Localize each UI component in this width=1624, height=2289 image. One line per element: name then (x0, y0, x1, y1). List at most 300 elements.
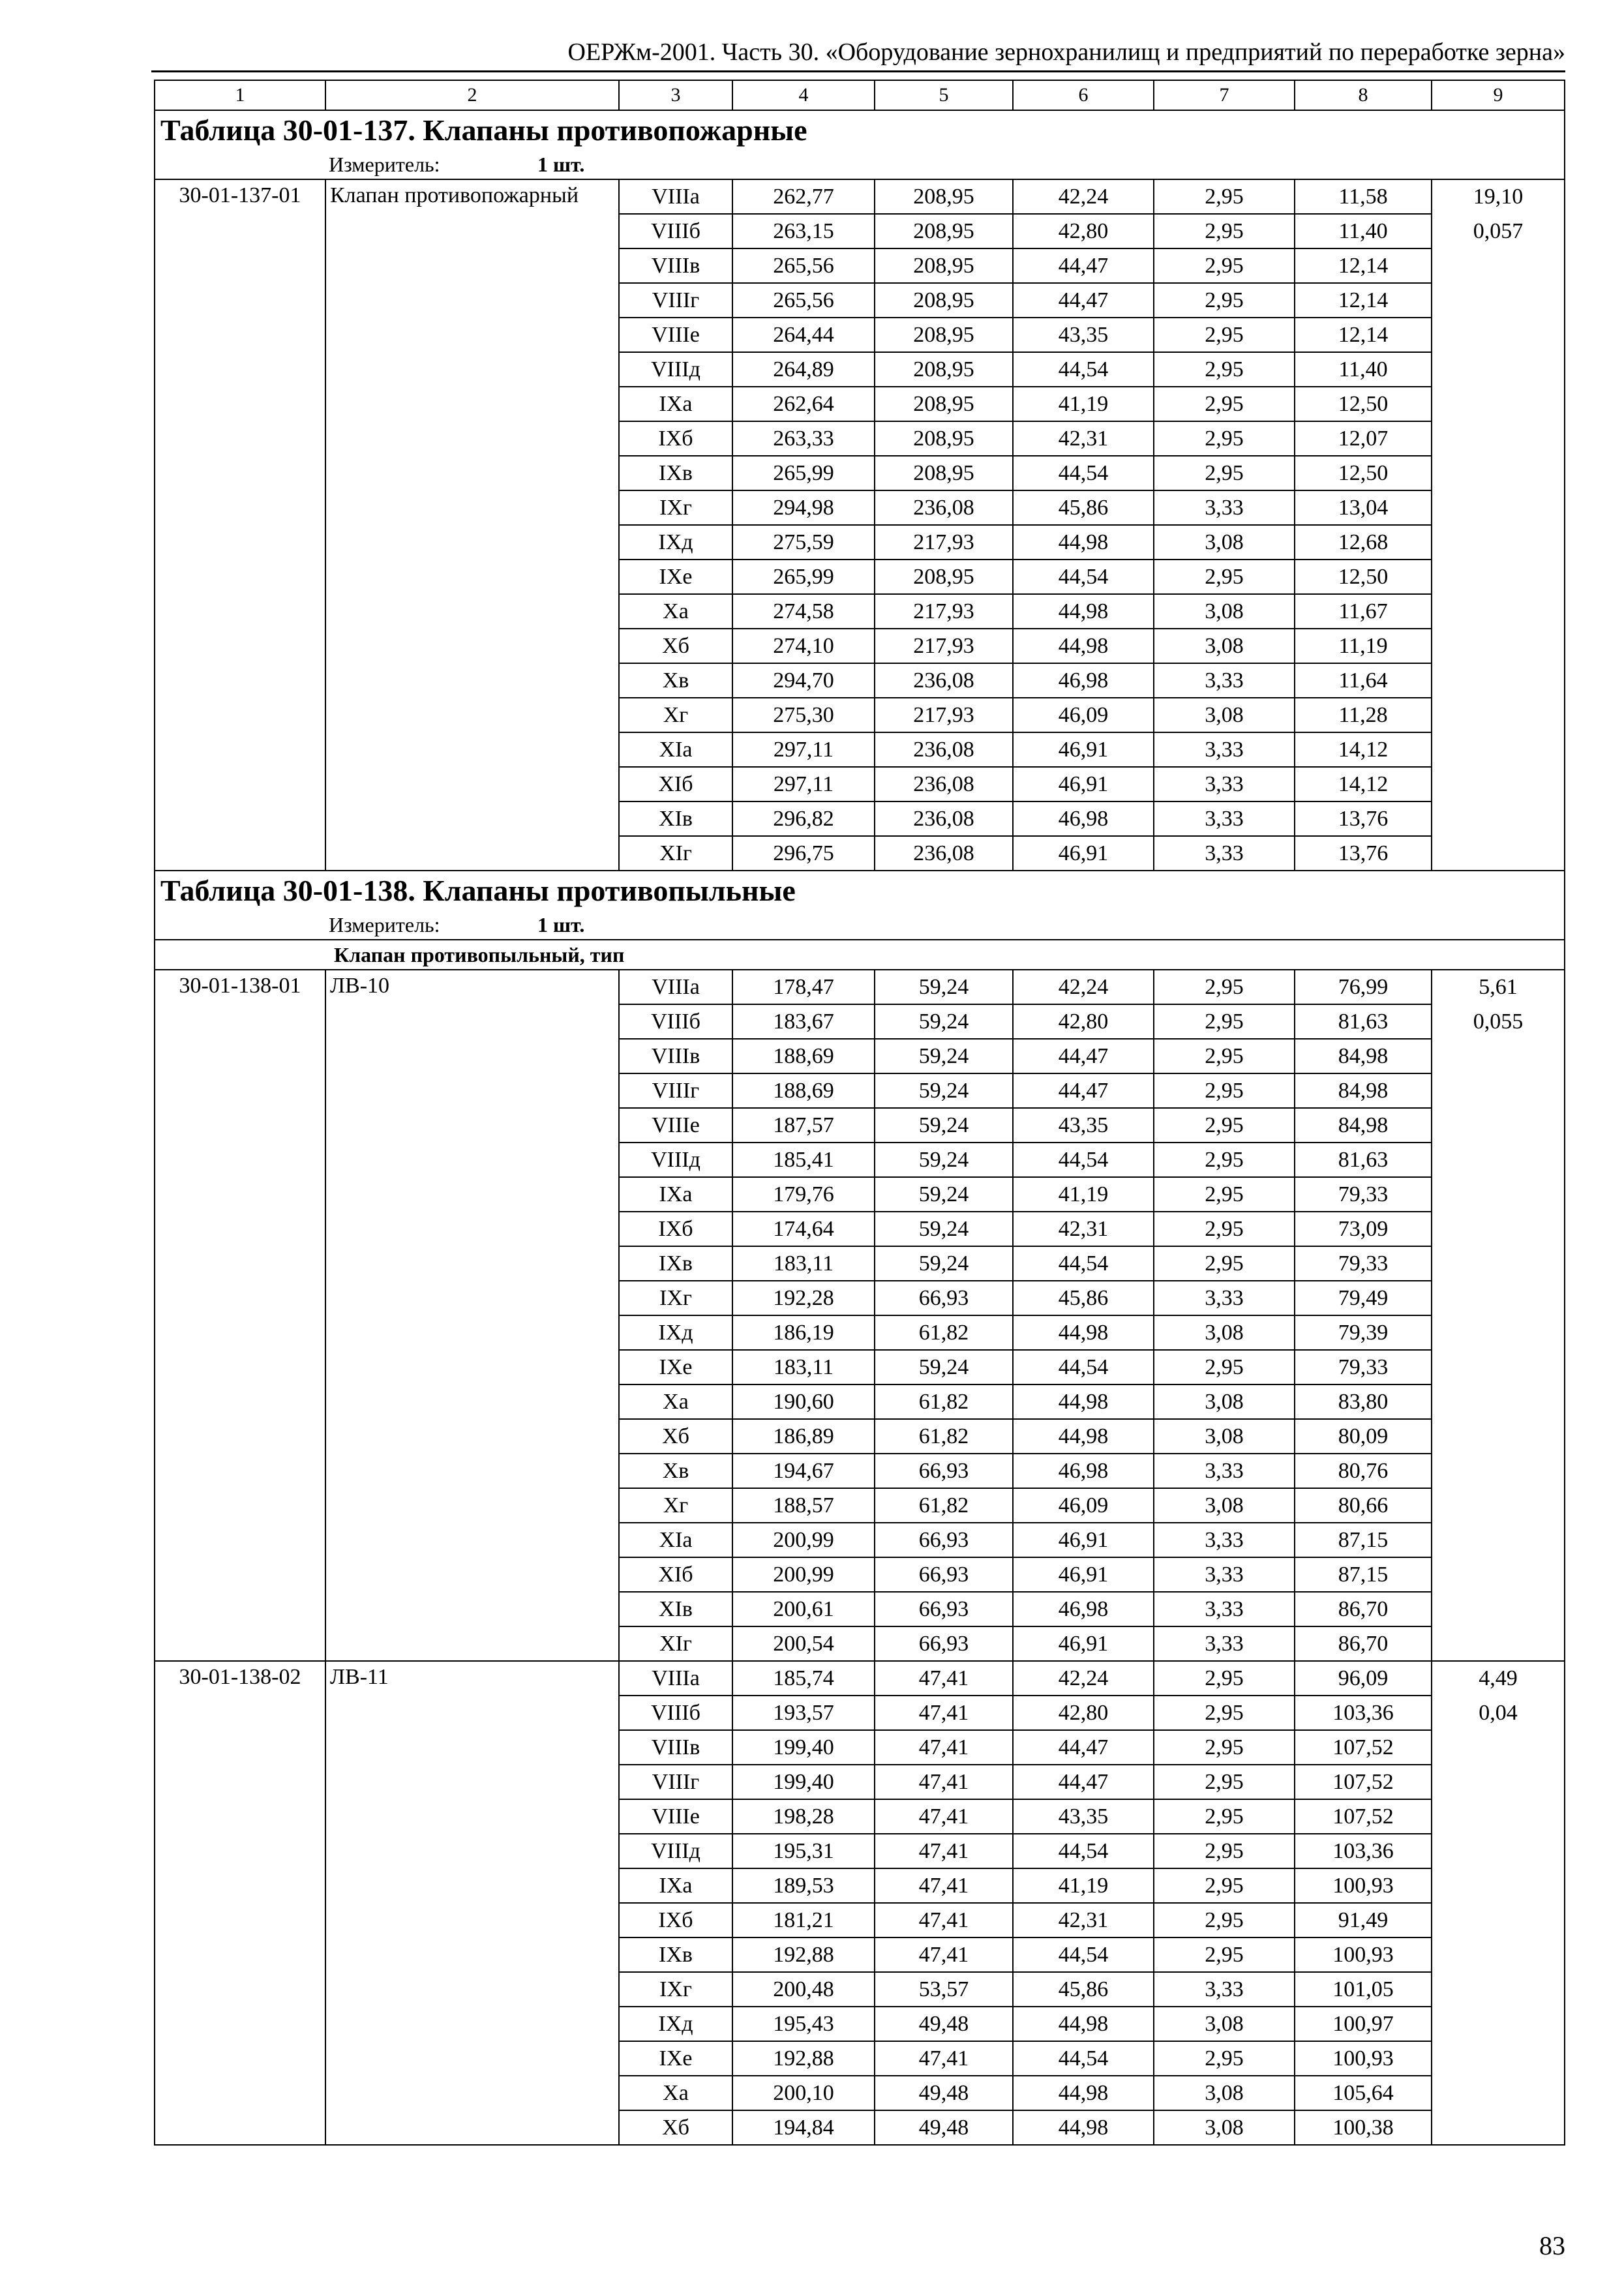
cell-col8: 86,70 (1295, 1626, 1432, 1661)
cell-col4: 200,61 (732, 1592, 875, 1626)
cell-col7: 2,95 (1154, 1696, 1295, 1730)
cell-col5: 49,48 (875, 2110, 1013, 2145)
column-number: 2 (325, 80, 619, 110)
page-header: ОЕРЖм-2001. Часть 30. «Оборудование зернохранилищ и предприятий по переработке зерна» (151, 37, 1565, 72)
cell-col6: 44,47 (1013, 1730, 1154, 1765)
cell-col6: 46,91 (1013, 1523, 1154, 1557)
cell-col8: 86,70 (1295, 1592, 1432, 1626)
cell-col6: 44,54 (1013, 2041, 1154, 2076)
cell-col4: 297,11 (732, 767, 875, 801)
cell-col9 (1432, 663, 1565, 698)
cell-col6: 43,35 (1013, 318, 1154, 352)
cell-col3: Xв (619, 1454, 732, 1488)
cell-col8: 107,52 (1295, 1765, 1432, 1799)
cell-col4: 198,28 (732, 1799, 875, 1834)
cell-col9 (1432, 2007, 1565, 2041)
cell-col8: 100,93 (1295, 1868, 1432, 1903)
cell-col5: 47,41 (875, 1730, 1013, 1765)
cell-col4: 192,88 (732, 1937, 875, 1972)
cell-col3: VIIIг (619, 283, 732, 318)
cell-col5: 66,93 (875, 1523, 1013, 1557)
cell-col9 (1432, 2110, 1565, 2145)
cell-col4: 193,57 (732, 1696, 875, 1730)
cell-col6: 46,91 (1013, 767, 1154, 801)
cell-col8: 83,80 (1295, 1384, 1432, 1419)
cell-col3: XIв (619, 801, 732, 836)
cell-col8: 100,93 (1295, 1937, 1432, 1972)
cell-col6: 42,24 (1013, 1661, 1154, 1696)
cell-col5: 59,24 (875, 1073, 1013, 1108)
cell-col9 (1432, 1557, 1565, 1592)
cell-col6: 44,54 (1013, 1246, 1154, 1281)
cell-col4: 192,88 (732, 2041, 875, 2076)
cell-col6: 46,91 (1013, 1626, 1154, 1661)
measure-label: Измеритель: (329, 913, 440, 936)
cell-col3: Xб (619, 629, 732, 663)
cell-col9 (1432, 1765, 1565, 1799)
cell-col7: 2,95 (1154, 1799, 1295, 1834)
cell-col9 (1432, 283, 1565, 318)
cell-col3: IXа (619, 1868, 732, 1903)
cell-col4: 183,67 (732, 1004, 875, 1039)
cell-col3: XIв (619, 1592, 732, 1626)
cell-col5: 49,48 (875, 2076, 1013, 2110)
cell-col8: 103,36 (1295, 1834, 1432, 1868)
cell-col3: IXа (619, 387, 732, 421)
cell-col4: 275,59 (732, 525, 875, 560)
cell-col3: VIIIг (619, 1073, 732, 1108)
cell-col3: VIIIа (619, 970, 732, 1004)
cell-col5: 236,08 (875, 767, 1013, 801)
cell-col9 (1432, 1972, 1565, 2007)
column-number: 1 (155, 80, 325, 110)
cell-col7: 3,08 (1154, 629, 1295, 663)
table-title: Таблица 30-01-137. Клапаны противопожарные (155, 110, 1565, 150)
cell-col5: 47,41 (875, 2041, 1013, 2076)
cell-col7: 2,95 (1154, 318, 1295, 352)
cell-col3: IXб (619, 1212, 732, 1246)
cell-col6: 44,47 (1013, 1765, 1154, 1799)
cell-col5: 59,24 (875, 1350, 1013, 1384)
item-name: Клапан противопожарный (325, 179, 619, 871)
cell-col8: 14,12 (1295, 767, 1432, 801)
cell-col4: 200,99 (732, 1557, 875, 1592)
cell-col6: 42,24 (1013, 179, 1154, 214)
cell-col9 (1432, 1488, 1565, 1523)
cell-col7: 3,08 (1154, 525, 1295, 560)
cell-col8: 80,66 (1295, 1488, 1432, 1523)
cell-col7: 2,95 (1154, 456, 1295, 490)
measure-value: 1 шт. (537, 153, 585, 176)
cell-col4: 188,57 (732, 1488, 875, 1523)
cell-col7: 3,33 (1154, 732, 1295, 767)
cell-col5: 217,93 (875, 698, 1013, 732)
cell-col9 (1432, 248, 1565, 283)
table-title-row (155, 871, 1565, 910)
cell-col7: 3,08 (1154, 594, 1295, 629)
cell-col9 (1432, 352, 1565, 387)
cell-col7: 2,95 (1154, 1868, 1295, 1903)
cell-col4: 296,75 (732, 836, 875, 871)
cell-col6: 41,19 (1013, 1177, 1154, 1212)
cell-col8: 11,40 (1295, 352, 1432, 387)
cell-col4: 174,64 (732, 1212, 875, 1246)
cell-col7: 2,95 (1154, 387, 1295, 421)
cell-col4: 294,98 (732, 490, 875, 525)
cell-col7: 3,33 (1154, 1454, 1295, 1488)
cell-col8: 103,36 (1295, 1696, 1432, 1730)
cell-col9: 5,61 (1432, 970, 1565, 1004)
cell-col8: 12,50 (1295, 387, 1432, 421)
cell-col6: 42,80 (1013, 214, 1154, 248)
cell-col8: 13,76 (1295, 836, 1432, 871)
cell-col5: 47,41 (875, 1937, 1013, 1972)
cell-col3: Xб (619, 1419, 732, 1454)
cell-col9 (1432, 1350, 1565, 1384)
cell-col3: IXе (619, 1350, 732, 1384)
cell-col4: 263,15 (732, 214, 875, 248)
cell-col7: 3,33 (1154, 490, 1295, 525)
cell-col3: XIг (619, 1626, 732, 1661)
cell-col4: 297,11 (732, 732, 875, 767)
cell-col8: 87,15 (1295, 1557, 1432, 1592)
cell-col6: 42,31 (1013, 1212, 1154, 1246)
cell-col7: 3,08 (1154, 2110, 1295, 2145)
cell-col5: 236,08 (875, 836, 1013, 871)
cell-col3: VIIIб (619, 1696, 732, 1730)
cell-col4: 188,69 (732, 1039, 875, 1073)
cell-col7: 2,95 (1154, 352, 1295, 387)
cell-col4: 262,77 (732, 179, 875, 214)
cell-col7: 2,95 (1154, 1937, 1295, 1972)
cell-col6: 41,19 (1013, 387, 1154, 421)
cell-col6: 46,98 (1013, 1454, 1154, 1488)
cell-col8: 79,33 (1295, 1350, 1432, 1384)
cell-col4: 296,82 (732, 801, 875, 836)
cell-col3: VIIIг (619, 1765, 732, 1799)
cell-col5: 208,95 (875, 248, 1013, 283)
cell-col7: 2,95 (1154, 1661, 1295, 1696)
cell-col5: 217,93 (875, 629, 1013, 663)
cell-col4: 194,84 (732, 2110, 875, 2145)
cell-col4: 179,76 (732, 1177, 875, 1212)
cell-col4: 275,30 (732, 698, 875, 732)
column-number: 9 (1432, 80, 1565, 110)
cell-col9 (1432, 1937, 1565, 1972)
cell-col5: 66,93 (875, 1281, 1013, 1315)
cell-col3: VIIIе (619, 1799, 732, 1834)
cell-col7: 2,95 (1154, 1350, 1295, 1384)
cell-col3: VIIIв (619, 1730, 732, 1765)
cell-col3: XIа (619, 732, 732, 767)
cell-col4: 181,21 (732, 1903, 875, 1937)
cell-col8: 12,50 (1295, 560, 1432, 594)
cell-col4: 186,19 (732, 1315, 875, 1350)
cell-col8: 91,49 (1295, 1903, 1432, 1937)
table-title-row (155, 110, 1565, 150)
cell-col5: 47,41 (875, 1834, 1013, 1868)
cell-col9 (1432, 732, 1565, 767)
cell-col7: 2,95 (1154, 1730, 1295, 1765)
cell-col8: 80,09 (1295, 1419, 1432, 1454)
cell-col8: 13,76 (1295, 801, 1432, 836)
cell-col7: 3,08 (1154, 1419, 1295, 1454)
cell-col3: XIг (619, 836, 732, 871)
cell-col8: 80,76 (1295, 1454, 1432, 1488)
cell-col6: 46,91 (1013, 836, 1154, 871)
cell-col4: 274,10 (732, 629, 875, 663)
cell-col7: 2,95 (1154, 2041, 1295, 2076)
cell-col8: 13,04 (1295, 490, 1432, 525)
cell-col6: 46,91 (1013, 1557, 1154, 1592)
cell-col7: 3,08 (1154, 1488, 1295, 1523)
cell-col9 (1432, 1419, 1565, 1454)
cell-col8: 11,19 (1295, 629, 1432, 663)
cell-col7: 3,08 (1154, 1315, 1295, 1350)
cell-col9: 19,10 (1432, 179, 1565, 214)
cell-col6: 45,86 (1013, 1281, 1154, 1315)
cell-col5: 47,41 (875, 1903, 1013, 1937)
cell-col4: 187,57 (732, 1108, 875, 1143)
cell-col8: 76,99 (1295, 970, 1432, 1004)
cell-col5: 47,41 (875, 1868, 1013, 1903)
cell-col5: 66,93 (875, 1557, 1013, 1592)
cell-col3: VIIIб (619, 214, 732, 248)
cell-col9 (1432, 801, 1565, 836)
cell-col7: 2,95 (1154, 1765, 1295, 1799)
cell-col5: 66,93 (875, 1454, 1013, 1488)
cell-col4: 178,47 (732, 970, 875, 1004)
rate-code: 30-01-138-02 (155, 1661, 325, 2145)
cell-col9 (1432, 698, 1565, 732)
cell-col3: Xв (619, 663, 732, 698)
cell-col4: 264,44 (732, 318, 875, 352)
cell-col9 (1432, 318, 1565, 352)
cell-col3: Xб (619, 2110, 732, 2145)
cell-col7: 3,08 (1154, 2007, 1295, 2041)
cell-col9 (1432, 387, 1565, 421)
cell-col8: 84,98 (1295, 1108, 1432, 1143)
cell-col9 (1432, 1108, 1565, 1143)
column-number: 6 (1013, 80, 1154, 110)
cell-col9 (1432, 1143, 1565, 1177)
cell-col5: 59,24 (875, 1212, 1013, 1246)
cell-col6: 44,98 (1013, 1419, 1154, 1454)
cell-col9 (1432, 1384, 1565, 1419)
cell-col4: 265,99 (732, 560, 875, 594)
cell-col5: 47,41 (875, 1799, 1013, 1834)
table-row (155, 1661, 1565, 1696)
cell-col7: 2,95 (1154, 421, 1295, 456)
cell-col6: 44,98 (1013, 1315, 1154, 1350)
cell-col4: 200,54 (732, 1626, 875, 1661)
cell-col7: 2,95 (1154, 214, 1295, 248)
cell-col3: IXд (619, 525, 732, 560)
cell-col3: IXг (619, 490, 732, 525)
cell-col5: 59,24 (875, 1004, 1013, 1039)
cell-col5: 61,82 (875, 1384, 1013, 1419)
cell-col8: 105,64 (1295, 2076, 1432, 2110)
cell-col7: 2,95 (1154, 1246, 1295, 1281)
cell-col3: VIIIд (619, 352, 732, 387)
cell-col6: 44,54 (1013, 1937, 1154, 1972)
cell-col8: 11,64 (1295, 663, 1432, 698)
cell-col6: 44,98 (1013, 2007, 1154, 2041)
cell-col8: 11,28 (1295, 698, 1432, 732)
cell-col6: 46,09 (1013, 698, 1154, 732)
cell-col5: 61,82 (875, 1419, 1013, 1454)
cell-col4: 262,64 (732, 387, 875, 421)
cell-col5: 47,41 (875, 1696, 1013, 1730)
column-number: 4 (732, 80, 875, 110)
cell-col7: 2,95 (1154, 1004, 1295, 1039)
measure-cell (155, 150, 1565, 179)
cell-col6: 44,47 (1013, 283, 1154, 318)
measure-value: 1 шт. (537, 913, 585, 936)
cell-col8: 11,67 (1295, 594, 1432, 629)
cell-col3: VIIIа (619, 179, 732, 214)
cell-col4: 188,69 (732, 1073, 875, 1108)
column-number: 5 (875, 80, 1013, 110)
cell-col7: 3,08 (1154, 698, 1295, 732)
cell-col8: 11,40 (1295, 214, 1432, 248)
cell-col9 (1432, 1073, 1565, 1108)
cell-col8: 73,09 (1295, 1212, 1432, 1246)
cell-col3: IXа (619, 1177, 732, 1212)
cell-col8: 12,68 (1295, 525, 1432, 560)
rate-code: 30-01-137-01 (155, 179, 325, 871)
cell-col4: 190,60 (732, 1384, 875, 1419)
cell-col3: IXе (619, 560, 732, 594)
cell-col7: 2,95 (1154, 1039, 1295, 1073)
cell-col3: XIб (619, 767, 732, 801)
item-name: ЛВ-11 (325, 1661, 619, 2145)
cell-col8: 100,38 (1295, 2110, 1432, 2145)
cell-col3: VIIIб (619, 1004, 732, 1039)
table-row (155, 970, 1565, 1004)
cell-col5: 208,95 (875, 318, 1013, 352)
cell-col5: 59,24 (875, 970, 1013, 1004)
cell-col8: 79,49 (1295, 1281, 1432, 1315)
cell-col6: 42,31 (1013, 1903, 1154, 1937)
cell-col7: 3,33 (1154, 1281, 1295, 1315)
cell-col9 (1432, 1903, 1565, 1937)
cell-col9: 0,057 (1432, 214, 1565, 248)
cell-col8: 79,33 (1295, 1177, 1432, 1212)
cell-col5: 208,95 (875, 179, 1013, 214)
cell-col7: 2,95 (1154, 1143, 1295, 1177)
cell-col5: 59,24 (875, 1246, 1013, 1281)
cell-col5: 208,95 (875, 421, 1013, 456)
cell-col4: 200,48 (732, 1972, 875, 2007)
cell-col3: XIа (619, 1523, 732, 1557)
cell-col6: 44,98 (1013, 594, 1154, 629)
cell-col9 (1432, 456, 1565, 490)
cell-col8: 12,14 (1295, 318, 1432, 352)
cell-col6: 46,98 (1013, 801, 1154, 836)
cell-col9 (1432, 1281, 1565, 1315)
cell-col7: 3,33 (1154, 1972, 1295, 2007)
cell-col9 (1432, 1177, 1565, 1212)
cell-col8: 96,09 (1295, 1661, 1432, 1696)
cell-col4: 185,41 (732, 1143, 875, 1177)
cell-col3: Xа (619, 1384, 732, 1419)
cell-col3: VIIIд (619, 1143, 732, 1177)
cell-col6: 45,86 (1013, 1972, 1154, 2007)
column-number: 7 (1154, 80, 1295, 110)
cell-col8: 12,50 (1295, 456, 1432, 490)
cell-col4: 200,99 (732, 1523, 875, 1557)
cell-col9 (1432, 490, 1565, 525)
rate-code: 30-01-138-01 (155, 970, 325, 1661)
cell-col6: 43,35 (1013, 1799, 1154, 1834)
cell-col4: 294,70 (732, 663, 875, 698)
cell-col3: IXе (619, 2041, 732, 2076)
cell-col8: 12,07 (1295, 421, 1432, 456)
cell-col6: 44,47 (1013, 1073, 1154, 1108)
cell-col5: 208,95 (875, 456, 1013, 490)
cell-col8: 84,98 (1295, 1073, 1432, 1108)
cell-col5: 236,08 (875, 732, 1013, 767)
cell-col4: 185,74 (732, 1661, 875, 1696)
cell-col8: 101,05 (1295, 1972, 1432, 2007)
cell-col4: 263,33 (732, 421, 875, 456)
cell-col3: Xг (619, 1488, 732, 1523)
cell-col9 (1432, 1039, 1565, 1073)
column-number: 3 (619, 80, 732, 110)
cell-col7: 2,95 (1154, 560, 1295, 594)
table-row (155, 179, 1565, 214)
cell-col6: 42,31 (1013, 421, 1154, 456)
cell-col9 (1432, 1523, 1565, 1557)
cell-col7: 3,08 (1154, 2076, 1295, 2110)
cell-col7: 3,33 (1154, 1592, 1295, 1626)
cell-col5: 59,24 (875, 1039, 1013, 1073)
cell-col4: 183,11 (732, 1350, 875, 1384)
cell-col6: 44,98 (1013, 629, 1154, 663)
cell-col3: IXг (619, 1972, 732, 2007)
cell-col5: 236,08 (875, 490, 1013, 525)
cell-col5: 236,08 (875, 801, 1013, 836)
cell-col3: IXв (619, 456, 732, 490)
cell-col4: 186,89 (732, 1419, 875, 1454)
cell-col4: 199,40 (732, 1765, 875, 1799)
cell-col5: 208,95 (875, 214, 1013, 248)
cell-col6: 44,98 (1013, 1384, 1154, 1419)
cell-col9 (1432, 1454, 1565, 1488)
cell-col6: 44,98 (1013, 2076, 1154, 2110)
cell-col8: 87,15 (1295, 1523, 1432, 1557)
cell-col3: XIб (619, 1557, 732, 1592)
cell-col7: 2,95 (1154, 970, 1295, 1004)
cell-col5: 208,95 (875, 560, 1013, 594)
cell-col6: 42,80 (1013, 1004, 1154, 1039)
cell-col5: 59,24 (875, 1143, 1013, 1177)
cell-col6: 44,54 (1013, 560, 1154, 594)
cell-col9 (1432, 525, 1565, 560)
cell-col3: VIIIа (619, 1661, 732, 1696)
cell-col5: 47,41 (875, 1765, 1013, 1799)
cell-col5: 236,08 (875, 663, 1013, 698)
cell-col6: 46,98 (1013, 663, 1154, 698)
cell-col8: 11,58 (1295, 179, 1432, 214)
cell-col9 (1432, 1246, 1565, 1281)
cell-col4: 195,31 (732, 1834, 875, 1868)
cell-col6: 44,54 (1013, 456, 1154, 490)
measure-row (155, 150, 1565, 179)
cell-col6: 46,09 (1013, 1488, 1154, 1523)
column-number: 8 (1295, 80, 1432, 110)
